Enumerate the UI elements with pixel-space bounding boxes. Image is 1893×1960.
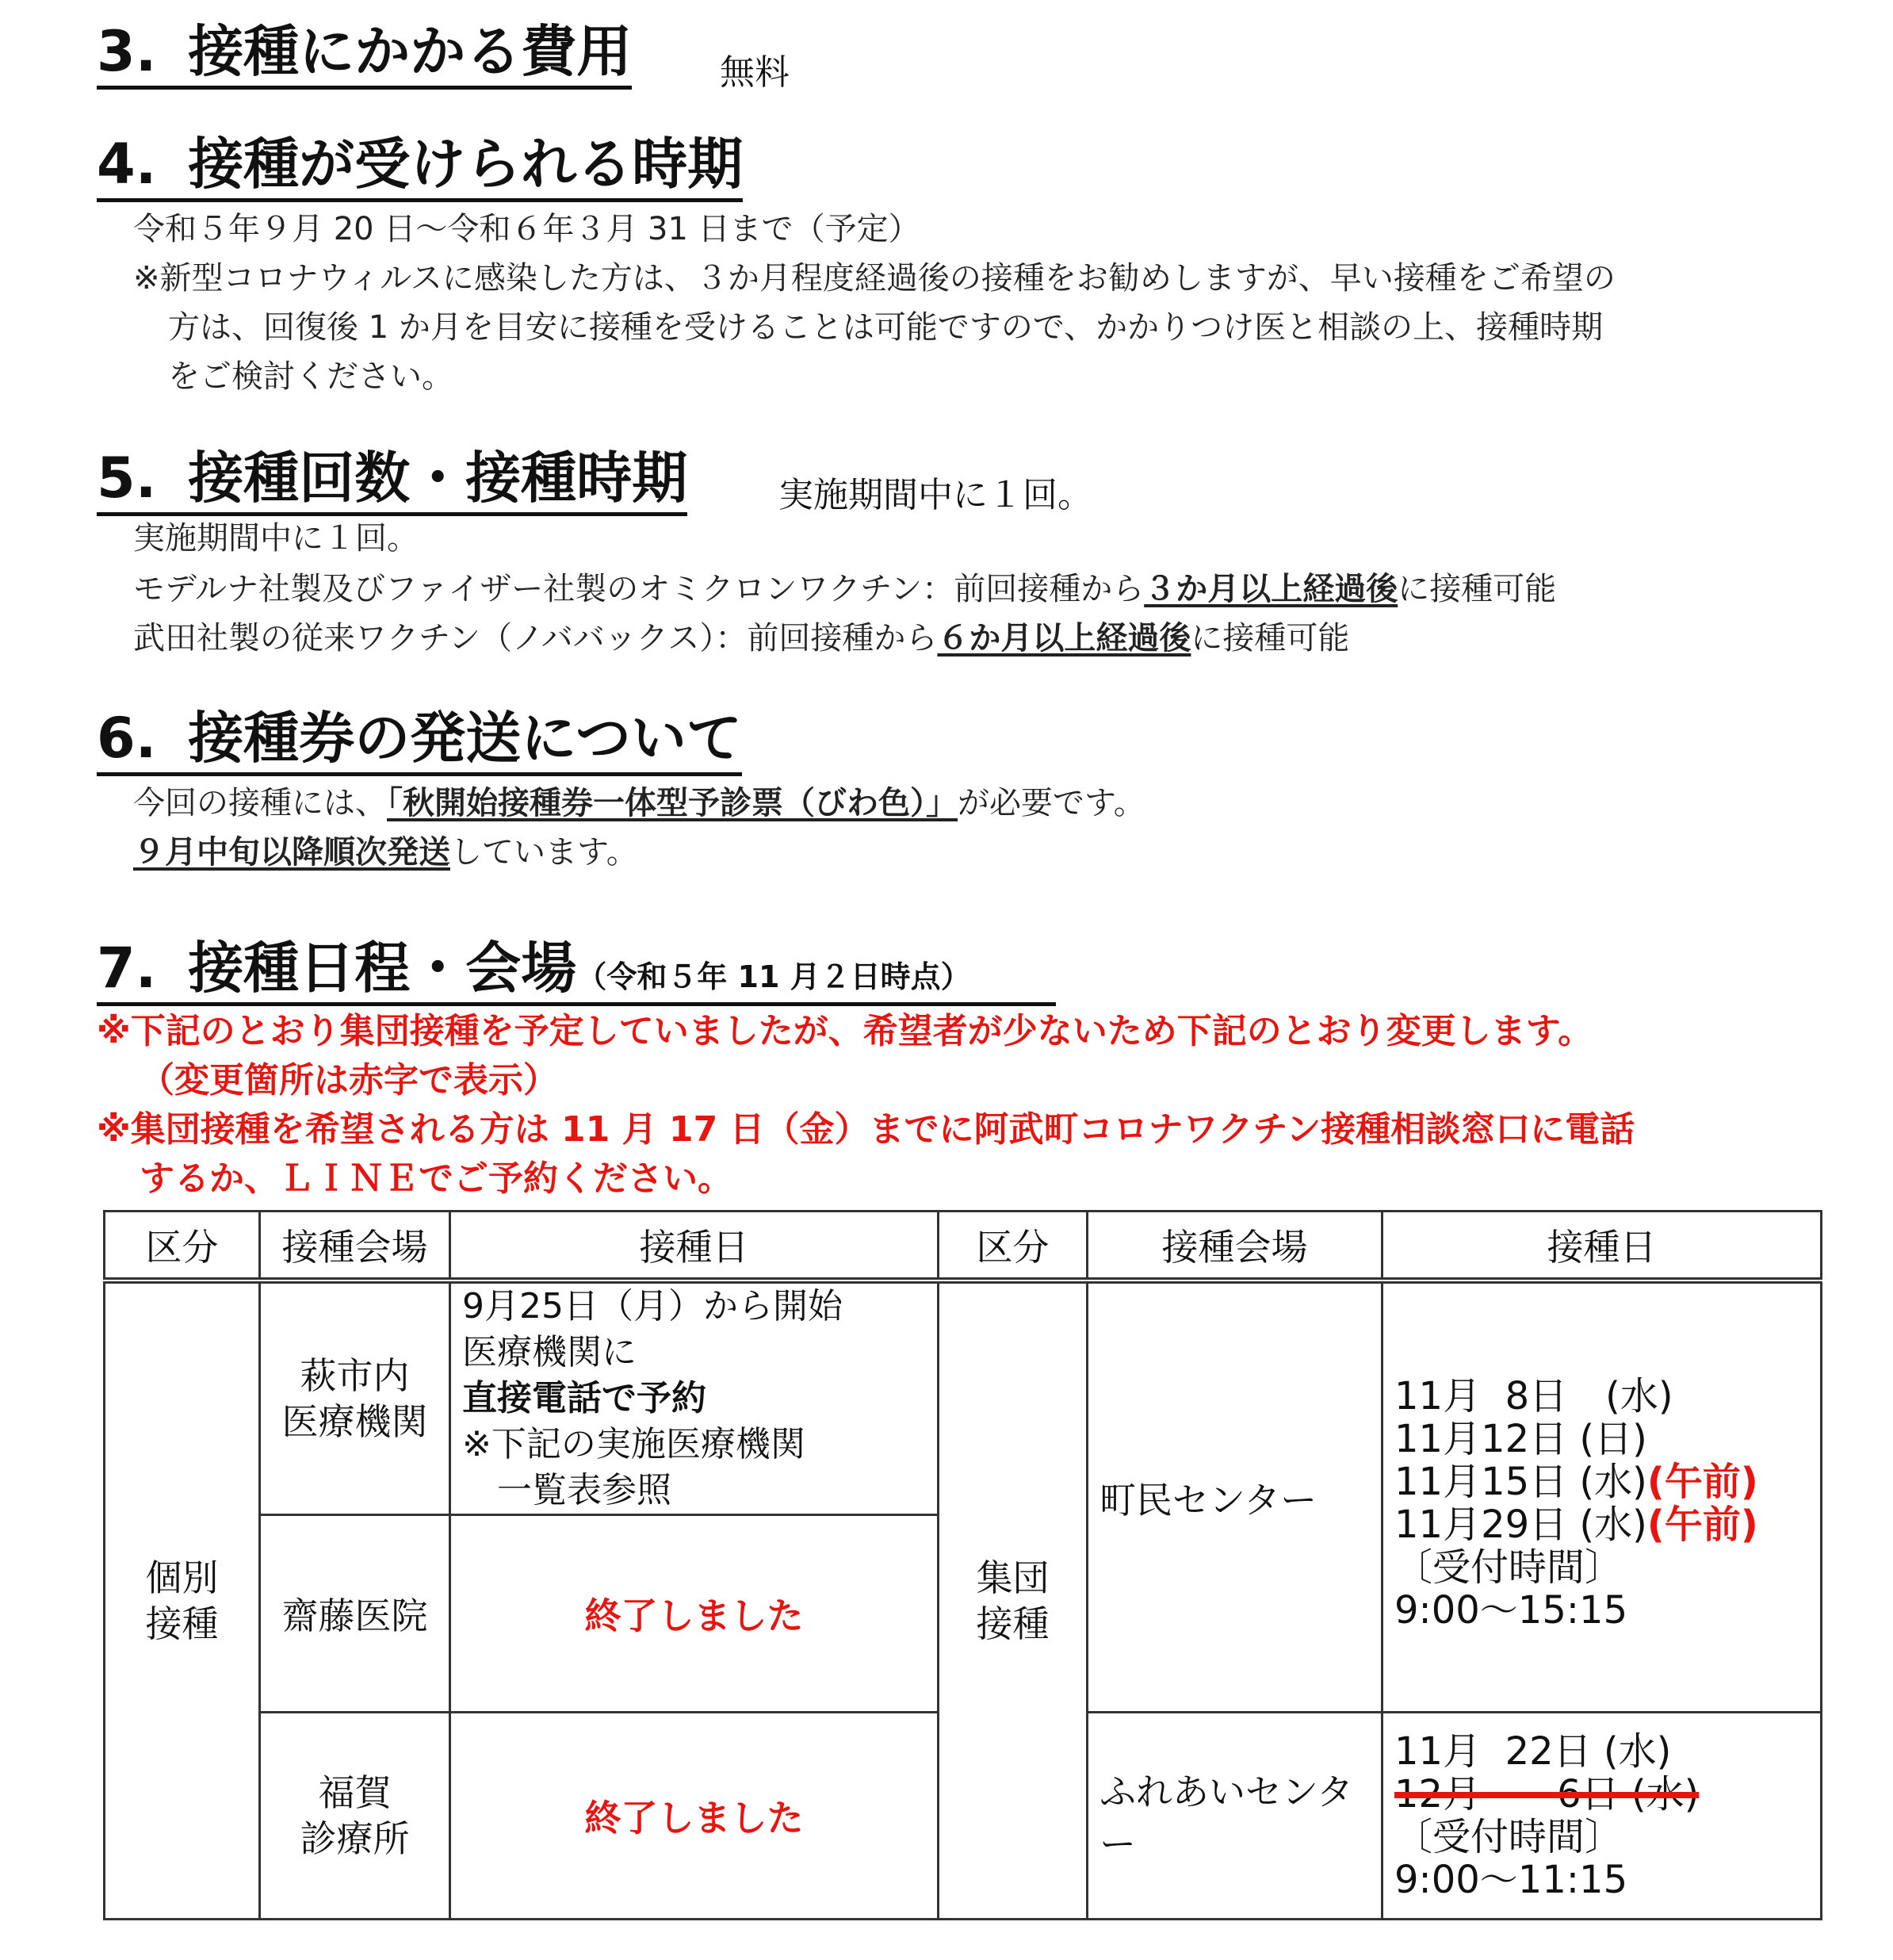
period-note-1: ※新型コロナウィルスに感染した方は、３か月程度経過後の接種をお勧めしますが、早い接種をご希望の (133, 260, 1616, 297)
shipping-schedule: ９月中旬以降順次発送 (133, 834, 450, 871)
reservation-notice-2: するか、ＬＩＮＥでご予約ください。 (140, 1158, 732, 1199)
as-of-date: （令和５年 11 月２日時点） (576, 959, 971, 994)
reception-time: 9:00～11:15 (1394, 1858, 1628, 1902)
period-line: 令和５年９月 20 日～令和６年３月 31 日まで（予定） (133, 211, 920, 247)
table-header-row (105, 1212, 1822, 1281)
header-venue: 接種会場 (1088, 1212, 1382, 1281)
header-category: 区分 (939, 1212, 1088, 1281)
shipping-line: ９月中旬以降順次発送しています。 (133, 834, 638, 871)
header-category: 区分 (105, 1212, 260, 1281)
schedule-table (103, 1210, 1822, 1920)
change-notice-2: （変更箇所は赤字で表示） (140, 1060, 558, 1101)
morning-badge: (午前) (1646, 1459, 1758, 1504)
section-title: 接種券の発送について (188, 706, 742, 771)
section-number: 4. (97, 132, 157, 197)
count-note: 実施期間中に１回。 (778, 475, 1092, 515)
section-title: 接種が受けられる時期 (188, 132, 744, 197)
saito-status: 終了しました (450, 1515, 939, 1713)
venue-fureai-center: ふれあいセンター (1088, 1713, 1382, 1920)
section-number: 6. (97, 706, 157, 771)
section-title: 接種日程・会場 (188, 936, 577, 1001)
individual-category: 個別 接種 (105, 1281, 260, 1920)
venue-saito-clinic: 齋藤医院 (260, 1515, 450, 1713)
hagi-clinics-info: 9月25日（月）から開始 医療機関に 直接電話で予約 ※下記の実施医療機関 一覧表参照 (450, 1281, 939, 1515)
section-number: 5. (97, 446, 157, 511)
reception-time: 9:00～15:15 (1394, 1587, 1628, 1633)
morning-badge: (午前) (1646, 1502, 1758, 1547)
section-3-heading (97, 19, 633, 90)
fuka-status: 終了しました (450, 1713, 939, 1920)
section-4-heading (97, 132, 744, 202)
change-notice-1: ※下記のとおり集団接種を予定していましたが、希望者が少ないため下記のとおり変更します。 (97, 1011, 1593, 1051)
interval-3-months: ３か月以上経過後 (1144, 571, 1398, 607)
venue-hagi-clinics: 萩市内 医療機関 (260, 1281, 450, 1515)
section-title: 接種回数・接種時期 (188, 446, 688, 511)
section-number: 3. (97, 19, 157, 84)
group-category: 集団 接種 (939, 1281, 1088, 1920)
cancelled-date: 12月 6日 (水) (1394, 1772, 1700, 1816)
table-row (105, 1281, 1822, 1515)
cost-note: 無料 (720, 52, 790, 93)
moderna-pfizer-line: モデルナ社製及びファイザー社製のオミクロンワクチン：前回接種から３か月以上経過後に接種可能 (133, 571, 1557, 607)
section-number: 7. (97, 936, 157, 1001)
section-7-heading (97, 936, 1056, 1006)
header-date: 接種日 (1382, 1212, 1822, 1281)
venue-fuka-clinic: 福賀 診療所 (260, 1713, 450, 1920)
period-note-3: をご検討ください。 (168, 358, 453, 395)
header-venue: 接種会場 (260, 1212, 450, 1281)
ticket-line: 今回の接種には、「秋開始接種券一体型予診票（びわ色）」が必要です。 (133, 785, 1145, 821)
ticket-name: 「秋開始接種券一体型予診票（びわ色）」 (387, 785, 958, 821)
period-note-2: 方は、回復後 1 か月を目安に接種を受けることは可能ですので、かかりつけ医と相談の上、接種時期 (168, 309, 1604, 346)
fureai-center-dates: 11月 22日 (水) 12月 6日 (水) 〔受付時間〕 9:00～11:15 (1382, 1713, 1822, 1920)
reservation-notice-1: ※集団接種を希望される方は 11 月 17 日（金）までに阿武町コロナワクチン接種相談窓口に電話 (97, 1109, 1635, 1150)
section-5-heading (97, 446, 688, 516)
count-line: 実施期間中に１回。 (133, 520, 419, 557)
interval-6-months: ６か月以上経過後 (937, 620, 1191, 657)
takeda-line: 武田社製の従来ワクチン（ノババックス）：前回接種から６か月以上経過後に接種可能 (133, 620, 1350, 657)
venue-chomin-center: 町民センター (1088, 1281, 1382, 1713)
chomin-center-dates: 11月 8日 (水) 11月12日 (日) 11月15日 (水)(午前) 11月29日 (水)(午前) 〔受付時間〕 9:00～15:15 (1382, 1281, 1822, 1713)
section-title: 接種にかかる費用 (188, 19, 633, 84)
direct-call-note: 直接電話で予約 (462, 1378, 706, 1418)
section-6-heading (97, 706, 742, 776)
header-date: 接種日 (450, 1212, 939, 1281)
